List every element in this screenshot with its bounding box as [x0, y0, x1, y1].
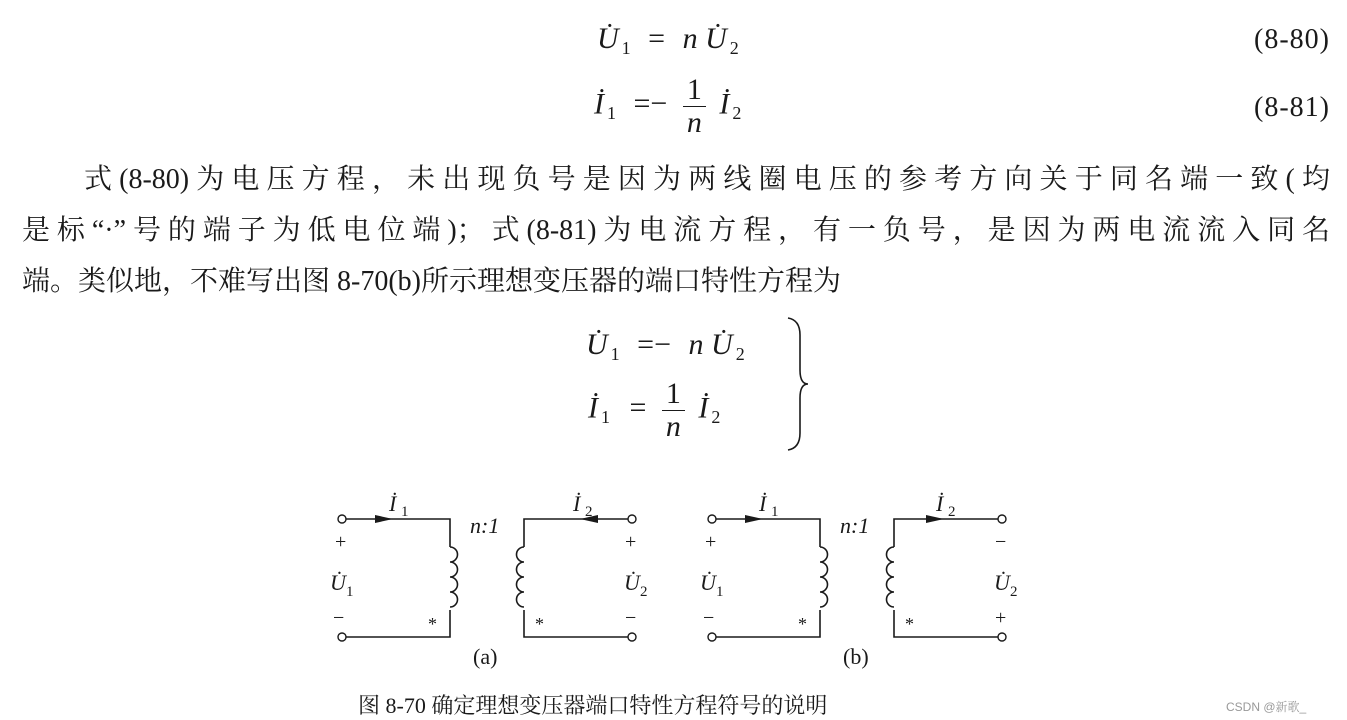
i2-sub: 2: [948, 504, 956, 520]
circuit-a: [330, 491, 648, 669]
primary-top-wire: [346, 519, 450, 547]
current-arrow-i1: [375, 515, 393, 523]
i2-sub: 2: [732, 103, 742, 124]
primary-dot-mark: *: [428, 614, 437, 634]
equation-number-8-80: (8-80): [1254, 24, 1330, 55]
paragraph-line-2: 是标“·”号的端子为低电位端)；式(8-81)为电流方程，有一负号，是因为两电流流入同名: [22, 215, 1330, 246]
watermark: CSDN @新歌_: [1226, 700, 1307, 714]
terminal: [998, 515, 1006, 523]
i2-label: İ: [936, 491, 944, 516]
paragraph-line-3: 端。类似地，不难写出图 8-70(b)所示理想变压器的端口特性方程为: [22, 266, 841, 297]
u2-sub: 2: [640, 584, 648, 600]
turns-ratio: n:1: [470, 513, 500, 538]
u1-symbol: U̇: [586, 328, 608, 361]
u1-label: U̇: [700, 570, 716, 595]
u1-sub: 1: [621, 38, 631, 58]
current-arrow-i1: [745, 515, 763, 523]
numerator: 1: [662, 378, 685, 411]
numerator: 1: [683, 74, 706, 107]
equals: =: [629, 391, 647, 425]
i2-symbol: İ: [719, 87, 730, 121]
curly-brace: [788, 318, 808, 450]
subfigure-label: (a): [473, 644, 498, 669]
denominator: n: [665, 410, 681, 443]
n-coef: n: [688, 328, 704, 361]
denominator: n: [686, 106, 702, 139]
i2-symbol: İ: [698, 391, 709, 425]
secondary-coil: [517, 547, 525, 607]
subfigure-label: (b): [843, 644, 869, 669]
turns-ratio: n:1: [840, 513, 870, 538]
current-arrow-i2: [926, 515, 944, 523]
i2-sub: 2: [585, 504, 593, 520]
equals: =: [648, 22, 666, 55]
secondary-dot-mark: *: [905, 614, 914, 634]
terminal: [628, 515, 636, 523]
secondary-top-polarity: −: [995, 531, 1007, 553]
u1-sub: 1: [716, 584, 724, 600]
i1-sub: 1: [401, 504, 409, 520]
i2-sub: 2: [711, 407, 721, 428]
terminal: [338, 515, 346, 523]
u1-sub: 1: [346, 584, 354, 600]
u2-symbol: U̇: [705, 22, 727, 55]
secondary-top-wire: [524, 519, 628, 547]
primary-top-wire: [716, 519, 820, 547]
terminal: [628, 633, 636, 641]
i1-sub: 1: [771, 504, 779, 520]
terminal: [708, 633, 716, 641]
secondary-bottom-polarity: −: [625, 607, 637, 629]
i1-sub: 1: [607, 103, 616, 124]
i2-label: İ: [573, 491, 581, 516]
secondary-coil: [887, 547, 895, 607]
primary-dot-mark: *: [798, 614, 807, 634]
figure-caption: 图 8-70 确定理想变压器端口特性方程符号的说明: [358, 693, 828, 718]
u2-symbol: U̇: [711, 328, 733, 361]
u1-sub: 1: [610, 344, 620, 364]
primary-plus: +: [705, 531, 717, 553]
terminal: [338, 633, 346, 641]
n-coef: n: [682, 22, 698, 55]
i1-sub: 1: [601, 407, 610, 428]
primary-coil: [820, 547, 828, 607]
terminal: [998, 633, 1006, 641]
u2-label: U̇: [994, 570, 1010, 595]
u2-label: U̇: [624, 570, 640, 595]
primary-plus: +: [335, 531, 347, 553]
circuit-b: [700, 491, 1018, 669]
i1-symbol: İ: [588, 391, 598, 425]
i1-symbol: İ: [594, 87, 604, 121]
primary-minus: −: [333, 607, 345, 629]
paragraph-line-1: 式(8-80)为电压方程，未出现负号是因为两线圈电压的参考方向关于同名端一致(均: [84, 164, 1330, 195]
u1-symbol: U̇: [597, 22, 619, 55]
u1-label: U̇: [330, 570, 346, 595]
equation-number-8-81: (8-81): [1254, 92, 1330, 123]
i1-label: İ: [389, 491, 397, 516]
equals-minus: =−: [637, 328, 672, 361]
terminal: [708, 515, 716, 523]
primary-minus: −: [703, 607, 715, 629]
u2-sub: 2: [1010, 584, 1018, 600]
secondary-bottom-polarity: +: [995, 607, 1007, 629]
secondary-dot-mark: *: [535, 614, 544, 634]
primary-coil: [450, 547, 458, 607]
u2-sub: 2: [729, 38, 739, 58]
secondary-top-polarity: +: [625, 531, 637, 553]
i1-label: İ: [759, 491, 767, 516]
secondary-top-wire: [894, 519, 998, 547]
u2-sub: 2: [735, 344, 745, 364]
equals-minus: =−: [633, 87, 668, 121]
